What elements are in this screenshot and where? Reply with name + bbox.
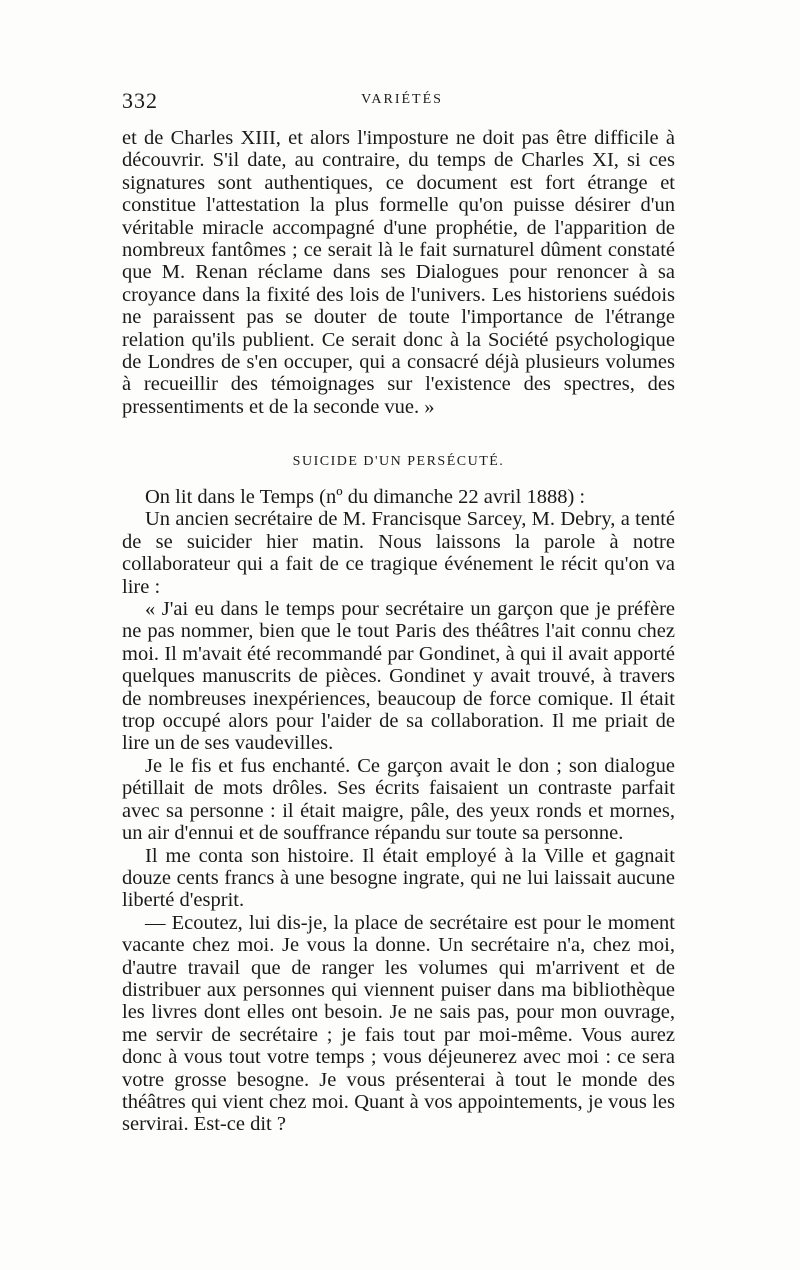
paragraph: Un ancien secrétaire de M. Francisque Sarcey, M. Debry, a tenté de se suicider hier matin. Nous laissons la parole à notre collaborateur qui a fait de ce tragique événement le récit qu'on va lire : bbox=[122, 508, 675, 598]
text-block-main bbox=[122, 486, 675, 1166]
running-title: VARIÉTÉS bbox=[361, 92, 443, 107]
paragraph: « J'ai eu dans le temps pour secrétaire un garçon que je préfère ne pas nommer, bien que le tout Paris des théâtres l'ait connu chez moi. Il m'avait été recommandé par Gondinet, à qui il avait apporté quelques manuscrits de pièces. Gondinet y avait trouvé, à travers de nombreuses inexpériences, beaucoup de force comique. Il était trop occupé alors pour l'aider de sa collaboration. Il me priait de lire un de ses vaudevilles. bbox=[122, 598, 675, 755]
paragraph: — Ecoutez, lui dis-je, la place de secrétaire est pour le moment vacante chez moi. Je vous la donne. Un secrétaire n'a, chez moi, d'autre travail que de ranger les volumes qui m'arrivent et de distribuer aux personnes qui viennent puiser dans ma bibliothèque les livres dont elles ont besoin. Je ne sais pas, pour mon ouvrage, me servir de secrétaire ; je fais tout par moi-même. Vous aurez donc à vous tout votre temps ; vous déjeunerez avec moi : ce sera votre grosse besogne. Je vous présenterai à tout le monde des théâtres qui vient chez moi. Quant à vos appointements, je vous les servirai. Est-ce dit ? bbox=[122, 911, 675, 1136]
paragraph: et de Charles XIII, et alors l'imposture ne doit pas être difficile à découvrir. S'il date, au contraire, du temps de Charles XI, si ces signatures sont authentiques, ce document est fort étrange et constitue l'attestation la plus formelle qu'on puisse désirer d'un véritable miracle accompagné d'une prophétie, de l'apparition de nombreux fantômes ; ce serait là le fait surnaturel dûment constaté que M. Renan réclame dans ses Dialogues pour renoncer à sa croyance dans la fixité des lois de l'univers. Les historiens suédois ne paraissent pas se douter de toute l'importance de l'étrange relation qu'ils publient. Ce serait donc à la Société psychologique de Londres de s'en occuper, qui a consacré déjà plusieurs volumes à recueillir des témoignages sur l'existence des spectres, des pressentiments et de la seconde vue. » bbox=[122, 127, 675, 418]
section-title: SUICIDE D'UN PERSÉCUTÉ. bbox=[292, 454, 505, 469]
paragraph: On lit dans le Temps (nº du dimanche 22 avril 1888) : bbox=[145, 486, 586, 508]
page-header bbox=[122, 88, 682, 118]
page-number: 332 bbox=[122, 88, 158, 113]
paragraph: Il me conta son histoire. Il était employé à la Ville et gagnait douze cents francs à une besogne ingrate, qui ne lui laissait aucune liberté d'esprit. bbox=[122, 844, 675, 912]
paragraph: Je le fis et fus enchanté. Ce garçon avait le don ; son dialogue pétillait de mots drôles. Ses écrits faisaient un contraste parfait avec sa personne : il était maigre, pâle, des yeux ronds et mornes, un air d'ennui et de souffrance répandu sur toute sa personne. bbox=[122, 754, 675, 845]
text-block-top bbox=[122, 127, 675, 445]
